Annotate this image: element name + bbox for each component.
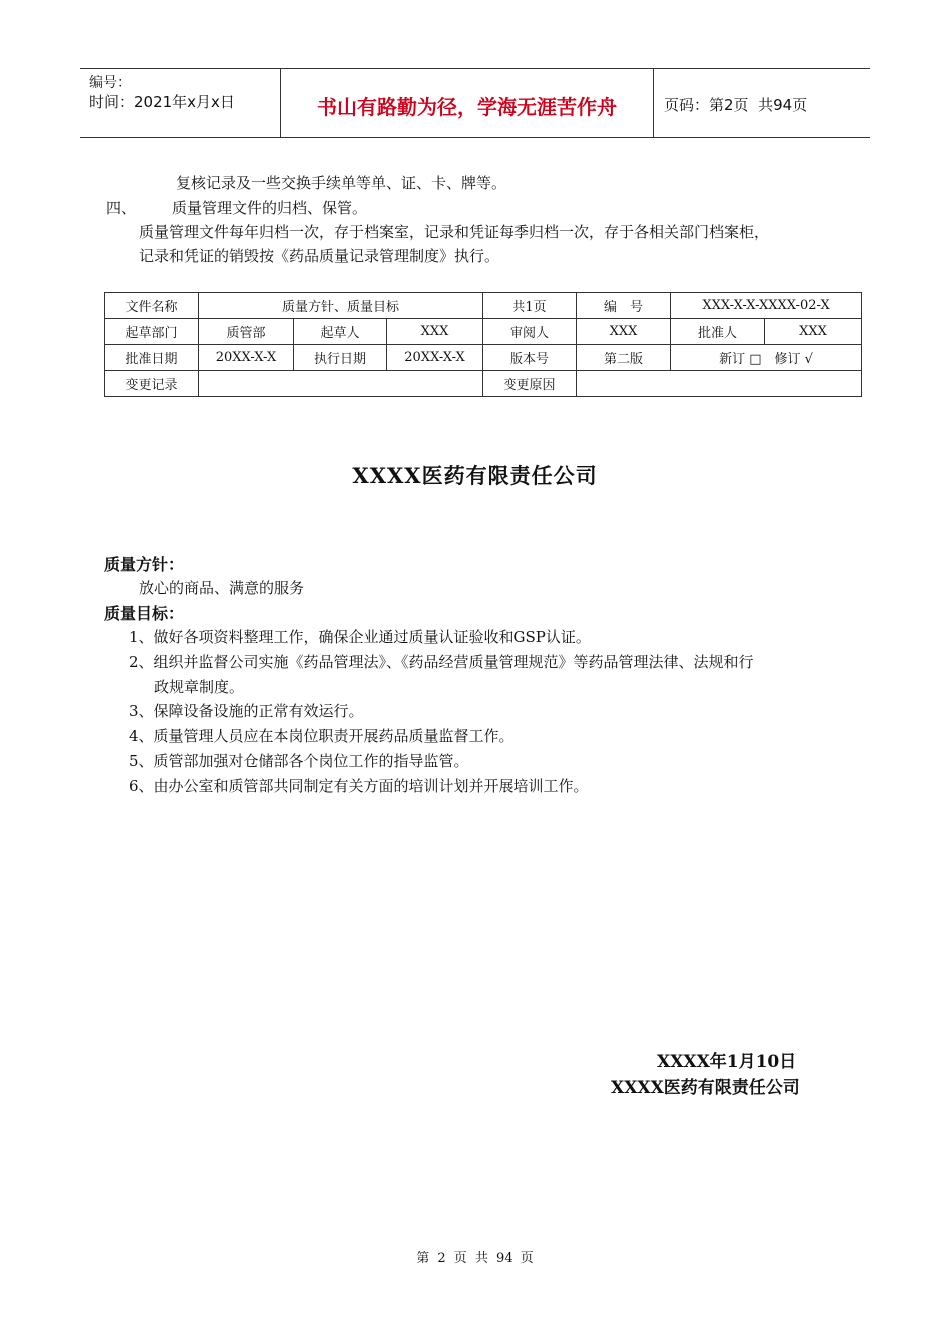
header-motto: 书山有路勤为径，学海无涯苦作舟 xyxy=(317,95,617,119)
goal-item: 1、做好各项资料整理工作，确保企业通过质量认证验收和GSP认证。 xyxy=(129,628,591,646)
table-cell: 起草人 xyxy=(294,319,387,345)
page-header xyxy=(80,68,870,138)
table-cell: 20XX-X-X xyxy=(387,345,483,371)
table-cell: 批准人 xyxy=(671,319,765,345)
header-page-cell xyxy=(654,69,870,137)
table-cell: 审阅人 xyxy=(483,319,577,345)
table-row xyxy=(105,319,862,345)
header-page-number: 页码：第2页 共94页 xyxy=(664,96,808,114)
revision-type-cell: 新订 □ 修订 √ xyxy=(671,345,862,371)
table-row xyxy=(105,293,862,319)
table-row xyxy=(105,371,862,397)
table-cell: 批准日期 xyxy=(105,345,199,371)
goal-item-continuation: 政规章制度。 xyxy=(154,678,245,696)
table-cell: 编 号 xyxy=(577,293,671,319)
page-footer: 第 2 页 共 94 页 xyxy=(416,1251,534,1266)
table-cell: 质量方针、质量目标 xyxy=(199,293,483,319)
table-cell xyxy=(199,371,483,397)
policy-heading: 质量方针： xyxy=(104,555,185,574)
company-title: XXXX医药有限责任公司 xyxy=(352,463,598,488)
goal-item: 2、组织并监督公司实施《药品管理法》、《药品经营质量管理规范》等药品管理法律、法规和行 xyxy=(129,653,754,671)
header-info-cell xyxy=(80,69,281,137)
body-paragraph-line-1: 质量管理文件每年归档一次，存于档案室，记录和凭证每季归档一次，存于各相关部门档案柜， xyxy=(139,223,770,241)
table-cell: 共1页 xyxy=(483,293,577,319)
table-cell: XXX xyxy=(577,319,671,345)
document-number-label: 编号： xyxy=(89,75,131,91)
table-cell: 变更原因 xyxy=(483,371,577,397)
document-time-label: 时间：2021年x月x日 xyxy=(89,93,235,111)
table-cell: 执行日期 xyxy=(294,345,387,371)
table-cell xyxy=(577,371,862,397)
table-cell: 质管部 xyxy=(199,319,294,345)
table-cell: 版本号 xyxy=(483,345,577,371)
body-line-1: 复核记录及一些交换手续单等单、证、卡、牌等。 xyxy=(176,174,507,192)
table-cell: 文件名称 xyxy=(105,293,199,319)
goal-item: 3、保障设备设施的正常有效运行。 xyxy=(129,702,364,720)
section-number: 四、 xyxy=(106,199,137,217)
table-cell: 第二版 xyxy=(577,345,671,371)
section-title: 质量管理文件的归档、保管。 xyxy=(172,199,368,217)
goal-item: 4、质量管理人员应在本岗位职责开展药品质量监督工作。 xyxy=(129,727,514,745)
table-cell: XXX xyxy=(387,319,483,345)
header-motto-cell xyxy=(281,69,654,137)
table-row xyxy=(105,345,862,371)
table-cell: 起草部门 xyxy=(105,319,199,345)
goal-item: 5、质管部加强对仓储部各个岗位工作的指导监管。 xyxy=(129,752,469,770)
goal-item: 6、由办公室和质管部共同制定有关方面的培训计划并开展培训工作。 xyxy=(129,777,589,795)
table-cell: XXX-X-X-XXXX-02-X xyxy=(671,293,862,319)
table-cell: XXX xyxy=(765,319,862,345)
signature-company: XXXX医药有限责任公司 xyxy=(611,1078,800,1098)
goals-heading: 质量目标： xyxy=(104,604,185,623)
body-paragraph-line-2: 记录和凭证的销毁按《药品质量记录管理制度》执行。 xyxy=(139,247,500,265)
signature-date: XXXX年1月10日 xyxy=(657,1052,797,1072)
table-cell: 变更记录 xyxy=(105,371,199,397)
table-cell: 20XX-X-X xyxy=(199,345,294,371)
policy-text: 放心的商品、满意的服务 xyxy=(139,579,305,597)
document-control-table xyxy=(104,292,862,397)
